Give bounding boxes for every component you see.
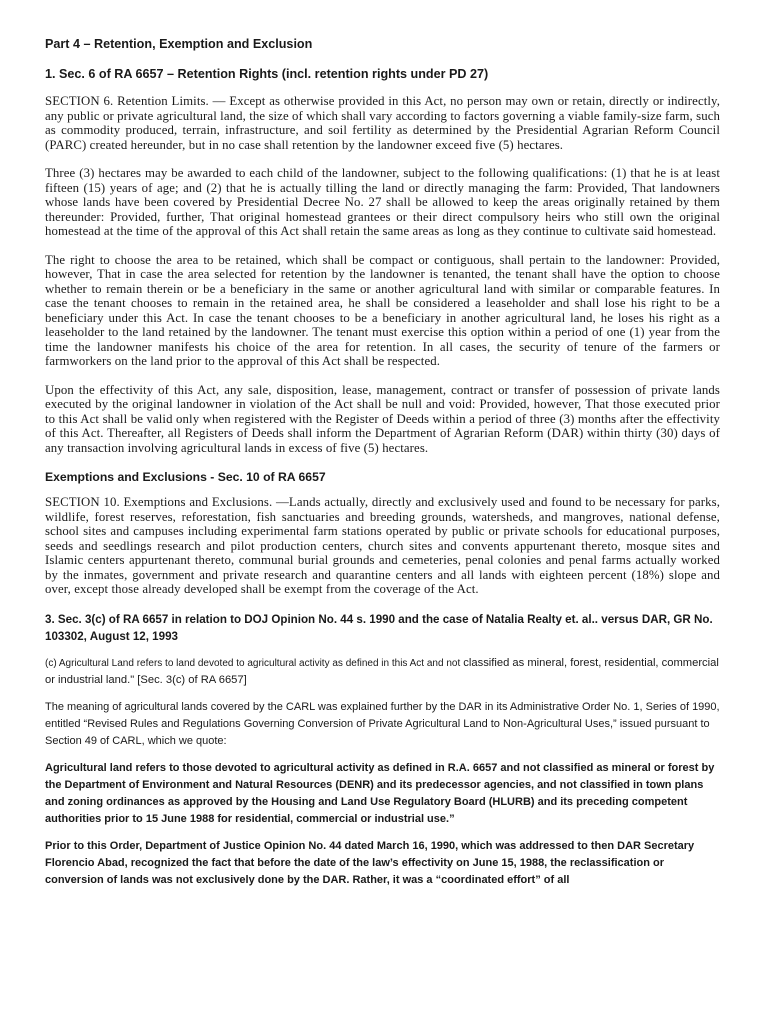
- sec-3c-rest-text: classified as mineral, forest, residential, commercial or industrial land." [Sec. 3(c) of RA 6657]: [45, 656, 719, 686]
- section-6-paragraph-1: SECTION 6. Retention Limits. — Except as otherwise provided in this Act, no person may own or retain, directly or indirectly, any public or private agricultural land, the size of which shall vary according to factors governing a viable family-size farm, such as commodity produced, terrain, infrastructure, and soil fertility as determined by the Presidential Agrarian Reform Council (PARC) created hereunder, but in no case shall retention by the landowner exceed five (5) hectares.: [45, 94, 720, 152]
- sec-3c-definition: [45, 655, 720, 689]
- section-10-paragraph: SECTION 10. Exemptions and Exclusions. —Lands actually, directly and exclusively used and found to be necessary for parks, wildlife, forest reserves, reforestation, fish sanctuaries and breeding grounds, watersheds, and mangroves, national defense, school sites and campuses including experimental farm stations operated by public or private schools for educational purposes, seeds and seedlings research and pilot production centers, church sites and convents appurtenant thereto, mosque sites and Islamic centers appurtenant thereto, communal burial grounds and cemeteries, penal colonies and penal farms actually worked by the inmates, government and private research and quarantine centers and all lands with eighteen percent (18%) slope and over, except those already developed shall be exempt from the coverage of the Act.: [45, 495, 720, 596]
- document-content: [45, 36, 720, 889]
- ao-quote-paragraph: Agricultural land refers to those devoted to agricultural activity as defined in R.A. 6657 and not classified as mineral or forest by the Department of Environment and Natural Resources (DENR) and its predecessor agencies, and not classified in town plans and zoning ordinances as approved by the Housing and Land Use Regulatory Board (HLURB) and its preceding competent authorities prior to 15 June 1988 for residential, commercial or industrial use.”: [45, 761, 715, 825]
- carl-paragraph: The meaning of agricultural lands covered by the CARL was explained further by the DAR in its Administrative Order No. 1, Series of 1990, entitled “Revised Rules and Regulations Governing Conversion of Private Agricultural Land to Non-Agricultural Uses,” issued pursuant to Section 49 of CARL, which we quote:: [45, 700, 720, 747]
- section-6-paragraph-4: Upon the effectivity of this Act, any sale, disposition, lease, management, contract or transfer of possession of private lands executed by the original landowner in violation of the Act shall be null and void: Provided, however, That those executed prior to this Act shall be valid only when registered with the Register of Deeds within a period of three (3) months after the effectivity of this Act. Thereafter, all Registers of Deeds shall inform the Department of Agrarian Reform (DAR) within thirty (30) days of any transaction involving agricultural lands in excess of five (5) hectares.: [45, 382, 720, 455]
- section-3-title: 3. Sec. 3(c) of RA 6657 in relation to DOJ Opinion No. 44 s. 1990 and the case of Natalia Realty et. al.. versus DAR, GR No. 103302, August 12, 1993: [45, 612, 713, 643]
- section-6-paragraph-2: Three (3) hectares may be awarded to each child of the landowner, subject to the following qualifications: (1) that he is at least fifteen (15) years of age; and (2) that he is actually tilling the land or directly managing the farm: Provided, That landowners whose lands have been covered by Presidential Decree No. 27 shall be allowed to keep the areas originally retained by them thereunder: Provided, further, That original homestead grantees or their direct compulsory heirs who still own the original homestead at the time of the approval of this Act shall retain the same areas as long as they continue to cultivate said homestead.: [45, 166, 720, 238]
- section-1-title: 1. Sec. 6 of RA 6657 – Retention Rights (incl. retention rights under PD 27): [45, 67, 489, 81]
- doj-opinion-paragraph: Prior to this Order, Department of Justice Opinion No. 44 dated March 16, 1990, which was addressed to then DAR Secretary Florencio Abad, recognized the fact that before the date of the law’s effectivity on June 15, 1988, the reclassification or conversion of lands was not exclusively done by the DAR. Rather, it was a “coordinated effort” of all: [45, 839, 695, 886]
- section-2-title: Exemptions and Exclusions - Sec. 10 of RA 6657: [45, 470, 326, 484]
- sec-3c-small-text: (c) Agricultural Land refers to land devoted to agricultural activity as defined in this Act and not: [45, 657, 461, 669]
- part-title: Part 4 – Retention, Exemption and Exclusion: [45, 37, 313, 51]
- section-6-paragraph-3: The right to choose the area to be retained, which shall be compact or contiguous, shall pertain to the landowner: Provided, however, That in case the area selected for retention by the landowner is tenanted, the tenant shall have the option to choose whether to remain therein or be a beneficiary in the same or another agricultural land with similar or comparable features. In case the tenant chooses to remain in the retained area, he shall be considered a leaseholder and shall lose his right to be a beneficiary under this Act. In case the tenant chooses to be a beneficiary in another agricultural land, he loses his right as a leaseholder to the land retained by the landowner. The tenant must exercise this option within a period of one (1) year from the time the landowner manifests his choice of the area for retention. In all cases, the security of tenure of the farmers or farmworkers on the land prior to the approval of this Act shall be respected.: [45, 252, 720, 368]
